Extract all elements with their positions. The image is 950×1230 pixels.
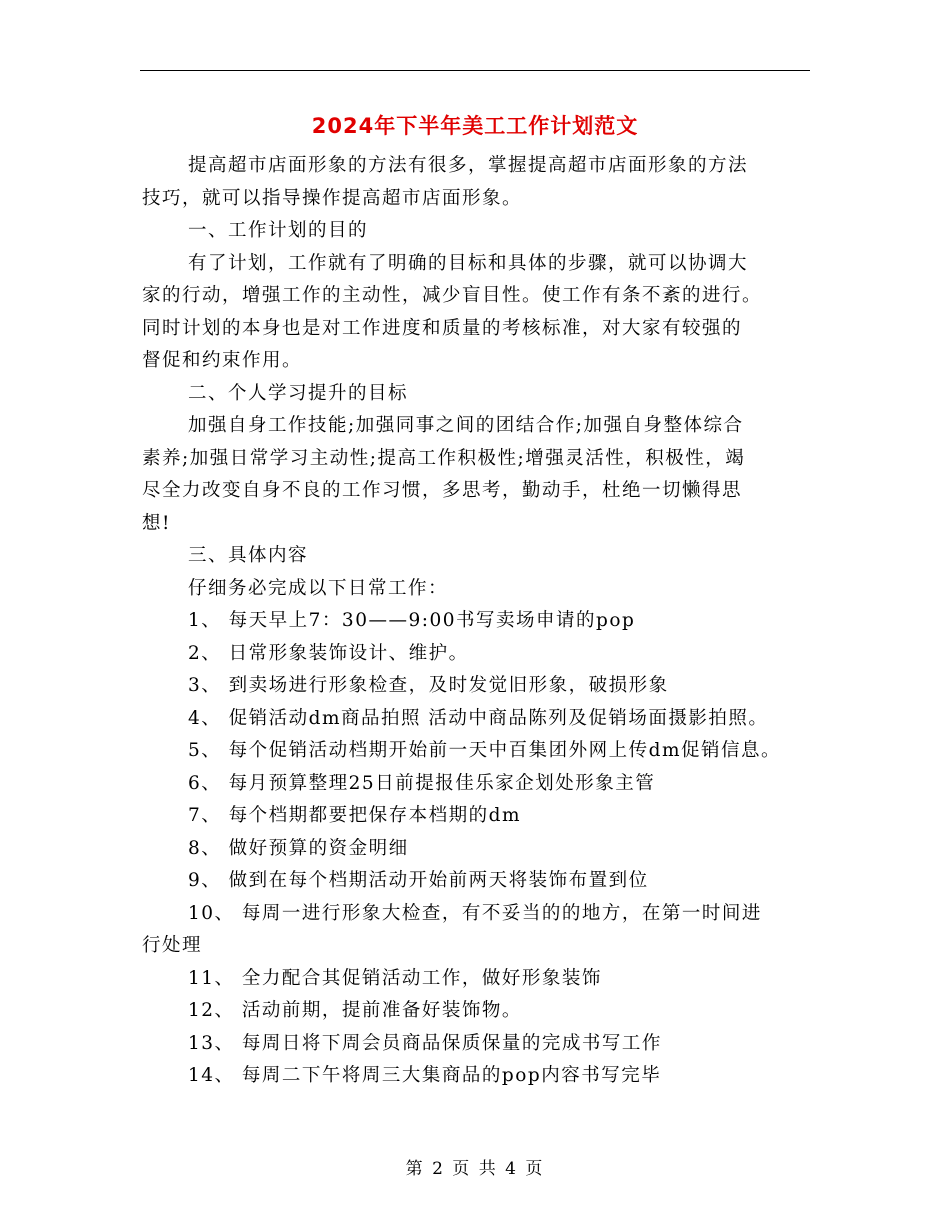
paragraph-line: 9、 做到在每个档期活动开始前两天将装饰布置到位 xyxy=(188,870,649,891)
paragraph-line: 提高超市店面形象的方法有很多，掌握提高超市店面形象的方法 xyxy=(188,155,749,176)
paragraph-line: 6、 每月预算整理25日前提报佳乐家企划处形象主管 xyxy=(188,772,656,794)
paragraph-line: 4、 促销活动dm商品拍照 活动中商品陈列及促销场面摄影拍照。 xyxy=(188,707,769,729)
paragraph-line: 有了计划，工作就有了明确的目标和具体的步骤，就可以协调大 xyxy=(188,252,749,274)
page-title: 2024年下半年美工工作计划范文 xyxy=(311,114,639,138)
paragraph-line: 素养;加强日常学习主动性;提高工作积极性;增强灵活性，积极性，竭 xyxy=(142,447,746,469)
paragraph-line: 三、具体内容 xyxy=(188,545,309,566)
paragraph-line: 3、 到卖场进行形象检查，及时发觉旧形象，破损形象 xyxy=(188,675,669,696)
document-body xyxy=(142,150,822,1093)
paragraph-line: 一、工作计划的目的 xyxy=(188,220,369,241)
paragraph-line: 加强自身工作技能;加强同事之间的团结合作;加强自身整体综合 xyxy=(188,415,744,436)
paragraph-line: 2、 日常形象装饰设计、维护。 xyxy=(188,642,469,664)
paragraph-line: 家的行动，增强工作的主动性，减少盲目性。使工作有条不紊的进行。 xyxy=(142,285,763,306)
paragraph-line: 10、 每周一进行形象大检查，有不妥当的的地方，在第一时间进 xyxy=(188,902,762,924)
header-rule xyxy=(140,70,810,71)
paragraph-line: 14、 每周二下午将周三大集商品的pop内容书写完毕 xyxy=(188,1065,662,1086)
paragraph-line: 行处理 xyxy=(142,935,203,956)
paragraph-line: 督促和约束作用。 xyxy=(142,350,303,371)
paragraph-line: 13、 每周日将下周会员商品保质保量的完成书写工作 xyxy=(188,1032,662,1054)
paragraph-line: 技巧，就可以指导操作提高超市店面形象。 xyxy=(142,187,523,209)
paragraph-line: 12、 活动前期，提前准备好装饰物。 xyxy=(188,1000,522,1021)
paragraph-line: 8、 做好预算的资金明细 xyxy=(188,837,409,859)
paragraph-line: 1、 每天早上7：30——9:00书写卖场申请的pop xyxy=(188,610,636,631)
paragraph-line: 5、 每个促销活动档期开始前一天中百集团外网上传dm促销信息。 xyxy=(188,740,782,761)
paragraph-line: 11、 全力配合其促销活动工作，做好形象装饰 xyxy=(188,967,602,989)
paragraph-line: 二、个人学习提升的目标 xyxy=(188,382,409,404)
paragraph-line: 同时计划的本身也是对工作进度和质量的考核标准，对大家有较强的 xyxy=(142,317,743,339)
paragraph-line: 想! xyxy=(142,512,171,534)
paragraph-line: 7、 每个档期都要把保存本档期的dm xyxy=(188,805,522,826)
page-footer: 第 2 页 共 4 页 xyxy=(405,1159,545,1179)
paragraph-line: 尽全力改变自身不良的工作习惯，多思考，勤动手，杜绝一切懒得思 xyxy=(142,480,743,501)
paragraph-line: 仔细务必完成以下日常工作： xyxy=(188,577,449,599)
